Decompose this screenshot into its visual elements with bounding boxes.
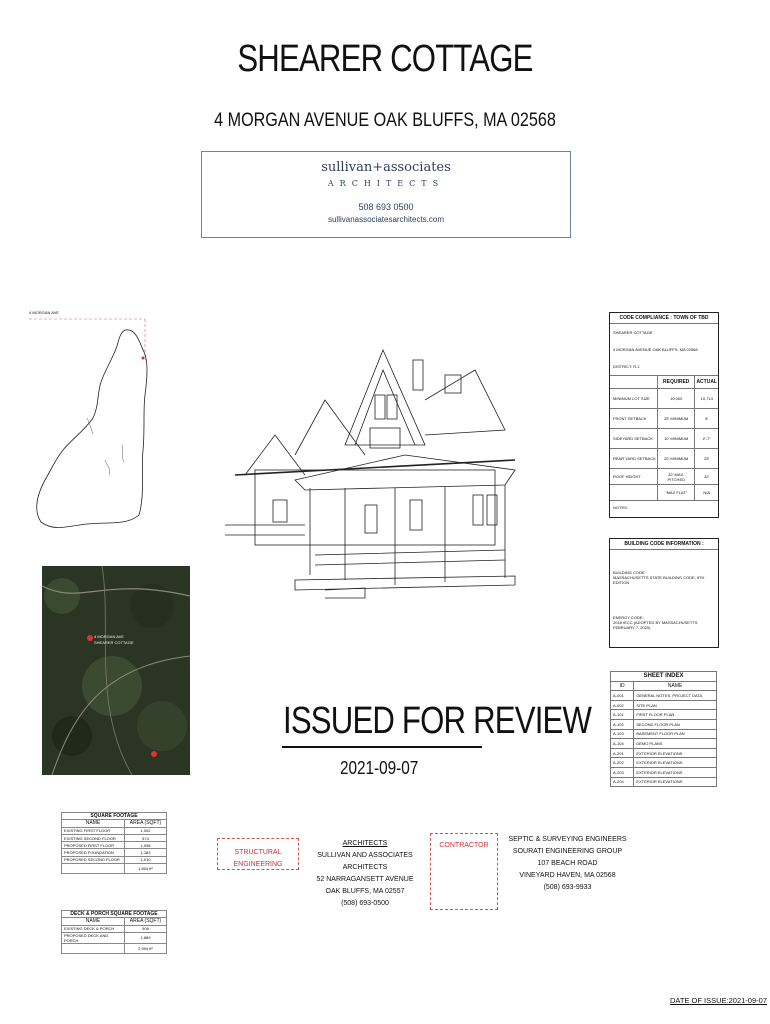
table-row: EXISTING SECOND FLOOR 574 xyxy=(62,834,167,841)
energy-code-label: ENERGY CODE: xyxy=(613,615,644,620)
architects-block xyxy=(305,838,425,910)
compliance-row: "MAX FLAT" N/A xyxy=(610,485,718,501)
sheet-index-row: A-201 EXTERIOR ELEVATIONS xyxy=(611,748,717,758)
structural-engineering-label: STRUCTURAL ENGINEERING xyxy=(233,849,283,868)
sheet-index-row: A-001 GENERAL NOTES, PROJECT DATA xyxy=(611,691,717,701)
septic-line: SOURATI ENGINEERING GROUP xyxy=(512,848,623,855)
project-address: 4 MORGAN AVENUE OAK BLUFFS, MA 02568 xyxy=(214,110,556,131)
code-compliance-panel xyxy=(609,312,719,518)
compliance-row: MINIMUM LOT SIZE 10,000 10,714 xyxy=(610,389,718,409)
sheet-index-header: SHEET INDEX xyxy=(611,672,717,682)
code-compliance-header: CODE COMPLIANCE : TOWN OF TBD xyxy=(610,313,718,324)
sheet-index-row: A-103 BASEMENT FLOOR PLAN xyxy=(611,729,717,739)
building-code-label: BUILDING CODE: xyxy=(613,570,646,575)
project-title: SHEARER COTTAGE xyxy=(237,38,533,80)
issued-date: 2021-09-07 xyxy=(340,758,419,778)
aerial-label-2: SHEARER COTTAGE xyxy=(94,640,134,645)
building-code-panel xyxy=(609,538,719,648)
square-footage-total: 1,804 ft² xyxy=(125,864,167,874)
septic-line: 107 BEACH ROAD xyxy=(537,860,598,867)
sheet-index-row: A-204 EXTERIOR ELEVATIONS xyxy=(611,777,717,787)
architects-title: ARCHITECTS xyxy=(342,840,388,847)
map-label: 4 MORGAN AVE xyxy=(29,310,59,315)
septic-title: SEPTIC & SURVEYING ENGINEERS xyxy=(508,836,627,843)
square-footage-table xyxy=(61,812,167,874)
deck-footage-table xyxy=(61,910,167,954)
sheet-index-table xyxy=(610,671,717,787)
table-row: PROPOSED FIRST FLOOR 1,098 xyxy=(62,842,167,849)
architects-line: OAK BLUFFS, MA 02557 xyxy=(325,888,405,895)
compliance-row: FRONT SETBACK 25' MINIMUM 8' xyxy=(610,409,718,429)
architects-line: (508) 693-0500 xyxy=(341,900,389,907)
deck-footage-total: 2,994 ft² xyxy=(125,943,167,953)
code-compliance-district: DISTRICT: R-1 xyxy=(613,364,640,369)
square-footage-panel xyxy=(61,812,167,874)
status-underline xyxy=(282,746,482,748)
sheet-index-row: A-104 DEMO PLANS xyxy=(611,739,717,749)
square-footage-col-name: NAME xyxy=(62,820,125,827)
septic-line: VINEYARD HAVEN, MA 02568 xyxy=(519,872,616,879)
logo-subtitle: ARCHITECTS xyxy=(327,179,445,188)
compliance-col-actual: ACTUAL xyxy=(695,376,718,389)
compliance-table xyxy=(610,375,718,500)
table-row: PROPOSED DECK AND PORCH 1,889 xyxy=(62,932,167,943)
code-compliance-address: 4 MORGAN AVENUE OAK BLUFFS, MA 02568 xyxy=(613,347,698,352)
septic-line: (508) 693-9933 xyxy=(543,884,592,891)
house-elevation-drawing xyxy=(205,340,545,600)
deck-footage-col-name: NAME xyxy=(62,918,125,925)
aerial-texture xyxy=(42,566,190,775)
table-row: PROPOSED FOUNDATION 1,183 xyxy=(62,849,167,856)
logo-firm-name: sullivan+associates xyxy=(321,160,451,175)
architects-line: 52 NARRAGANSETT AVENUE xyxy=(316,876,414,883)
energy-code-value: 2018 IECC (ADOPTED BY MASSACHUSETTS FEBRUARY 7, 2020) xyxy=(613,620,698,630)
table-row: PROPOSED SECOND FLOOR 1,010 xyxy=(62,856,167,863)
sheet-index-row: A-202 EXTERIOR ELEVATIONS xyxy=(611,758,717,768)
building-code-header: BUILDING CODE INFORMATION : xyxy=(610,539,718,550)
contractor-block xyxy=(430,833,498,910)
sheet-index-col-id: ID xyxy=(611,681,634,691)
island-map xyxy=(27,310,187,560)
architect-logo xyxy=(201,151,571,238)
aerial-photo xyxy=(42,566,190,775)
island-outline-icon xyxy=(27,310,187,560)
sheet-index-panel xyxy=(610,671,717,787)
deck-footage-header: DECK & PORCH SQUARE FOOTAGE xyxy=(62,911,167,918)
square-footage-header: SQUARE FOOTAGE xyxy=(62,813,167,820)
compliance-row: REAR YARD SETBACK 20' MINIMUM 25' xyxy=(610,449,718,469)
house-sketch-icon xyxy=(205,340,545,600)
table-row: EXISTING DECK & PORCH 906 xyxy=(62,925,167,932)
architects-line: SULLIVAN AND ASSOCIATES ARCHITECTS xyxy=(317,852,413,871)
code-compliance-notes: NOTES: xyxy=(610,500,718,514)
code-compliance-project: SHEARER COTTAGE xyxy=(613,330,653,335)
date-of-issue: DATE OF ISSUE:2021-09-07 xyxy=(670,996,767,1005)
building-code-value: MASSACHUSETTS STATE BUILDING CODE, 9TH EDITION xyxy=(613,575,705,585)
compliance-row: SIDEYARD SETBACK 10' MINIMUM 2'-7" xyxy=(610,429,718,449)
sheet-index-row: A-101 FIRST FLOOR PLAN xyxy=(611,710,717,720)
contractor-label: CONTRACTOR xyxy=(439,842,489,849)
structural-engineering-block xyxy=(217,838,299,870)
issued-status: ISSUED FOR REVIEW xyxy=(283,700,592,742)
sheet-index-row: A-002 SITE PLAN xyxy=(611,700,717,710)
septic-engineers-block xyxy=(505,834,630,894)
deck-footage-col-area: AREA (SQFT) xyxy=(125,918,167,925)
compliance-col-required: REQUIRED xyxy=(658,376,695,389)
table-row: EXISTING FIRST FLOOR 1,002 xyxy=(62,827,167,834)
sheet-index-row: A-102 SECOND FLOOR PLAN xyxy=(611,719,717,729)
logo-website: sullivanassociatesarchitects.com xyxy=(327,215,445,224)
sheet-index-row: A-203 EXTERIOR ELEVATIONS xyxy=(611,767,717,777)
deck-footage-panel xyxy=(61,910,167,954)
aerial-label-1: 4 MORGAN AVE xyxy=(94,634,124,639)
logo-phone: 508 693 0500 xyxy=(358,202,414,212)
compliance-row: ROOF HEIGHT 32' MAX. PITCHED 32' xyxy=(610,469,718,485)
square-footage-col-area: AREA (SQFT) xyxy=(125,820,167,827)
sheet-index-col-name: NAME xyxy=(634,681,717,691)
